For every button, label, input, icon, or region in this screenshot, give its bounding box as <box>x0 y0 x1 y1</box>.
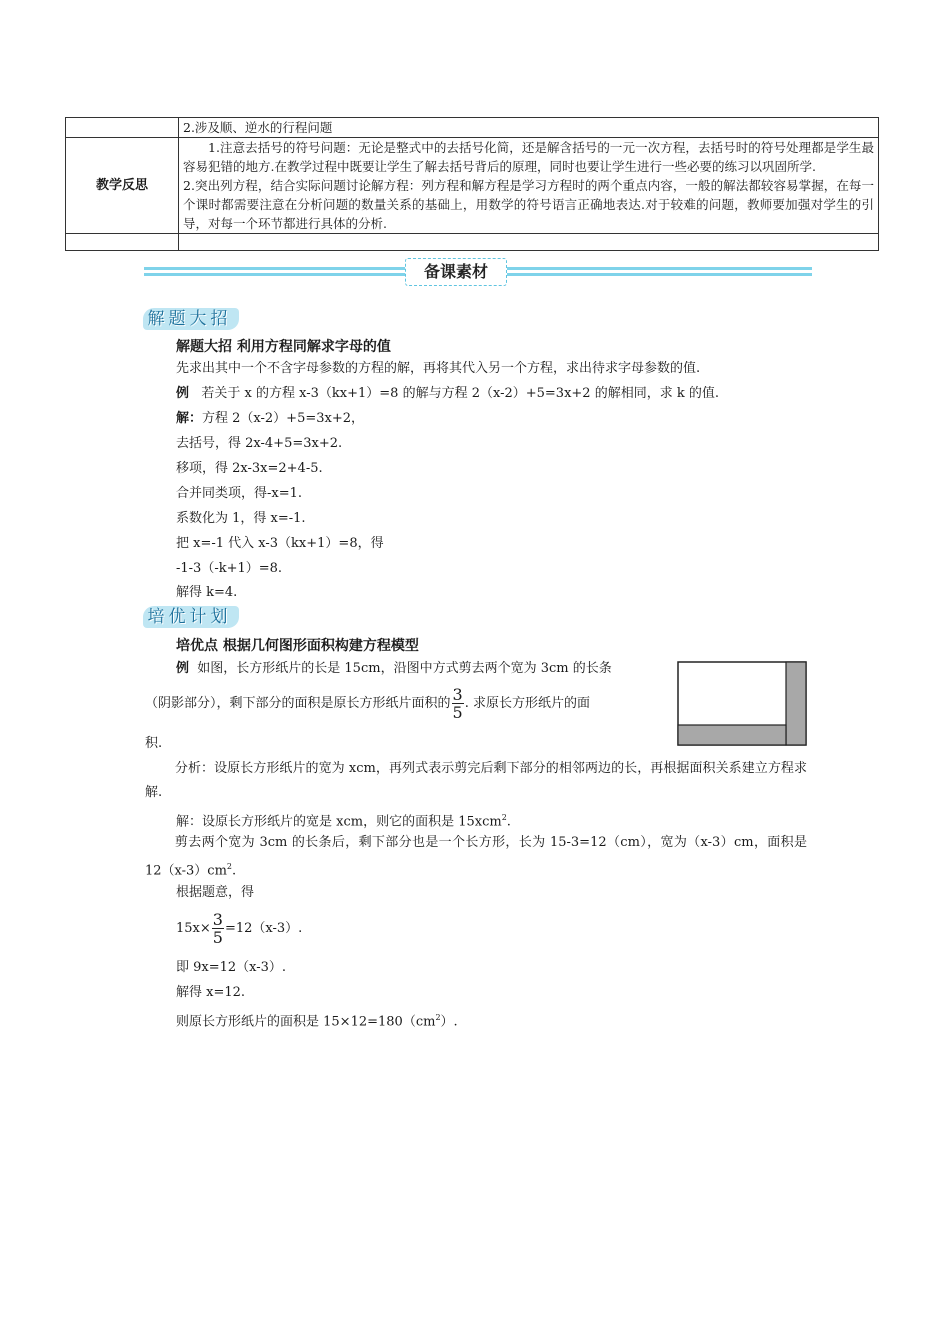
section1-example: 例 若关于 x 的方程 x-3（kx+1）=8 的解与方程 2（x-2）+5=3x+2 的解相同，求 k 的值. <box>176 386 719 401</box>
rectangle-figure <box>677 661 808 747</box>
reflection-table <box>65 117 879 251</box>
table-cell <box>179 118 879 138</box>
table-row <box>66 118 879 138</box>
shaded-strip-vertical <box>786 662 806 745</box>
section1-intro: 先求出其中一个不含字母参数的方程的解，再将其代入另一个方程，求出待求字母参数的值. <box>176 361 701 376</box>
solution-step: 合并同类项，得-x=1. <box>176 486 303 501</box>
solution-step: 系数化为 1，得 x=-1. <box>176 511 306 526</box>
solution-line: 解：设原长方形纸片的宽是 xcm，则它的面积是 15xcm$^2$. <box>176 813 511 830</box>
solution-step: 解得 k=4. <box>176 585 238 600</box>
solution-line: 解得 x=12. <box>176 985 246 1000</box>
reflection-paragraph-2: 2.突出列方程，结合实际问题讨论解方程：列方程和解方程是学习方程时的两个重点内容，一般的解法都较容易掌握，在每一个课时都需要注意在分析问题的数量关系的基础上，用数学的符号语言正确地表达.对于较难的问题，教师要加强对学生的引导，对每一个环节都进行具体的分析. <box>183 178 874 231</box>
solution-line: 则原长方形纸片的面积是 $15\times 12=180(cm^2)$. <box>176 1013 458 1030</box>
section2-example-line3: 积. <box>145 736 163 751</box>
section-badge-tips: 解题大招 <box>143 308 239 330</box>
section2-example-line1: 例 如图，长方形纸片的长是 15cm，沿图中方式剪去两个宽为 3cm 的长条 <box>176 661 612 676</box>
reflection-label: 教学反思 <box>66 138 179 234</box>
solution-paragraph: 剪去两个宽为 3cm 的长条后，剩下部分也是一个长方形，长为 15-3=12（cm），宽为（x-3）cm，面积是 $12(x-3)cm^2$. <box>145 835 807 879</box>
reflection-content <box>179 138 879 234</box>
solution-step: 移项，得 2x-3x=2+4-5. <box>176 461 323 476</box>
solution-step: 去括号，得 2x-4+5=3x+2. <box>176 436 343 451</box>
example-label: 例 <box>176 661 190 676</box>
section1-heading: 解题大招 利用方程同解求字母的值 <box>176 339 391 355</box>
solution-line: 根据题意，得 <box>176 885 255 900</box>
solution-step: -1-3（-k+1）=8. <box>176 561 283 576</box>
analysis-text: 分析：设原长方形纸片的宽为 xcm，再列式表示剪完后剩下部分的相邻两边的长，再根据面积关系建立方程求解. <box>145 761 807 800</box>
solution-step: 把 x=-1 代入 x-3（kx+1）=8，得 <box>176 536 384 551</box>
table-row <box>66 234 879 251</box>
equation-line: 15x× $\frac{3}{5}$ =12（x-3）. <box>176 910 303 947</box>
row1-text: 2.涉及顺、逆水的行程问题 <box>183 120 333 135</box>
solution-line: 即 9x=12（x-3）. <box>176 960 287 975</box>
example-label: 例 <box>176 386 190 401</box>
banner-title: 备课素材 <box>405 258 507 286</box>
solution-label: 解： <box>176 411 203 426</box>
section2-example-line2: （阴影部分），剩下部分的面积是原长方形纸片面积的 $\frac{3}{5}$ . 求原长方形纸片的面 <box>145 685 590 722</box>
table-row <box>66 138 879 234</box>
section-badge-advanced: 培优计划 <box>143 606 239 628</box>
shaded-strip-horizontal <box>678 725 786 745</box>
fraction-three-fifths: $\frac{3}{5}$ <box>212 910 223 947</box>
reflection-paragraph-1: 1.注意去括号的符号问题：无论是整式中的去括号化简，还是解含括号的一元一次方程，去括号时的符号处理都是学生最容易犯错的地方.在教学过程中既要让学生了解去括号背后的原理，同时也要让学生进行一些必要的练习以巩固所学. <box>183 140 874 174</box>
fraction-three-fifths: $\frac{3}{5}$ <box>452 685 463 722</box>
section2-heading: 培优点 根据几何图形面积构建方程模型 <box>176 638 419 654</box>
section1-solution-first: 解：方程 2（x-2）+5=3x+2， <box>176 411 365 426</box>
